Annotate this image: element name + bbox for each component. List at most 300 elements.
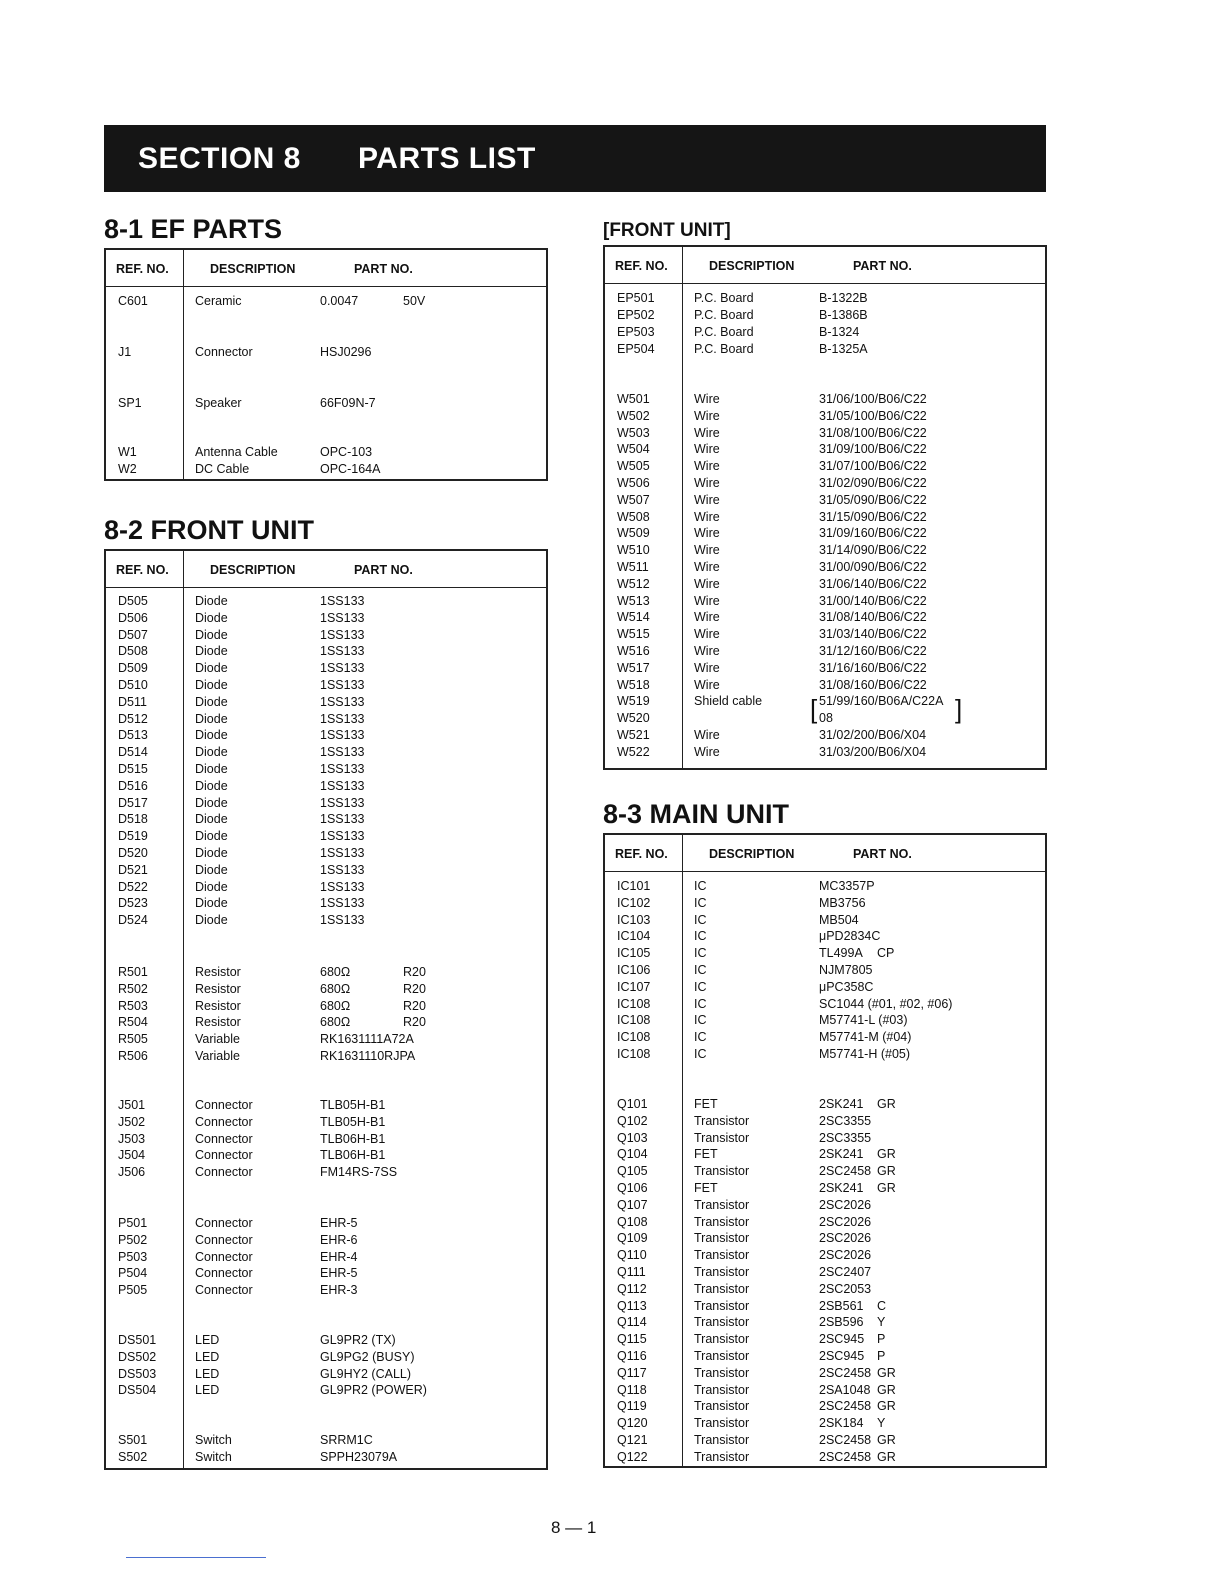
- part-no: 680Ω: [320, 981, 351, 996]
- header-part-no: PART NO.: [354, 563, 413, 577]
- part-suffix: Y: [877, 1416, 886, 1431]
- part-no: EHR-5: [320, 1216, 358, 1230]
- description: Diode: [195, 829, 228, 844]
- description: Diode: [195, 661, 228, 676]
- table-row: [605, 1046, 1045, 1063]
- table-row: [106, 444, 546, 461]
- ref-no: DS503: [118, 1366, 157, 1381]
- part-no: 2SC945: [819, 1349, 865, 1363]
- table-row: [106, 1114, 546, 1131]
- part-no: MB3756: [819, 895, 866, 910]
- description: P.C. Board: [694, 307, 754, 322]
- description: Transistor: [694, 1449, 750, 1464]
- table-row: [106, 1232, 546, 1249]
- ref-no: W518: [617, 677, 650, 692]
- ref-no: Q103: [617, 1130, 648, 1145]
- ref-no: Q112: [617, 1281, 647, 1296]
- table-row: [106, 912, 546, 929]
- ref-no: EP502: [617, 307, 655, 322]
- main-unit-table: [603, 833, 1047, 1468]
- ref-no: W512: [617, 576, 650, 591]
- table-row: [605, 341, 1045, 358]
- section-title: PARTS LIST: [358, 142, 536, 175]
- part-no: 1SS133: [320, 627, 365, 642]
- description: Diode: [195, 745, 228, 760]
- ref-no: R502: [118, 981, 148, 996]
- table-row: [106, 1097, 546, 1114]
- description: Antenna Cable: [195, 445, 278, 459]
- part-no: 1SS133: [320, 778, 365, 793]
- ref-no: D505: [118, 594, 148, 608]
- part-no: 2SC2053: [819, 1281, 872, 1296]
- table-row: [106, 1332, 546, 1349]
- ref-no: Q104: [617, 1147, 648, 1162]
- part-suffix: GR: [877, 1449, 896, 1464]
- ref-no: Q118: [617, 1382, 647, 1397]
- table-row: [605, 1230, 1045, 1247]
- description: P.C. Board: [694, 291, 754, 305]
- table-row: [605, 1449, 1045, 1466]
- description: IC: [694, 963, 707, 977]
- part-no: SPPH23079A: [320, 1450, 398, 1464]
- part-no: 1SS133: [320, 644, 365, 659]
- ref-no: W520: [617, 711, 650, 726]
- description: Diode: [195, 913, 228, 928]
- description: Wire: [694, 644, 720, 658]
- table-row: [605, 727, 1045, 744]
- description: Diode: [195, 778, 228, 793]
- table-row: [106, 727, 546, 744]
- part-no: μPC358C: [819, 979, 874, 994]
- ref-no: J504: [118, 1148, 146, 1163]
- description: Variable: [195, 1032, 240, 1047]
- description: Transistor: [694, 1298, 750, 1313]
- description: Variable: [195, 1049, 240, 1063]
- part-no: 1SS133: [320, 728, 365, 743]
- description: IC: [694, 929, 707, 944]
- part-no: SC1044 (#01, #02, #06): [819, 996, 953, 1011]
- part-suffix: R20: [403, 965, 426, 979]
- part-no: 31/02/090/B06/C22: [819, 476, 927, 490]
- ref-no: W511: [617, 560, 649, 574]
- description: Diode: [195, 862, 228, 877]
- ref-no: EP504: [617, 341, 655, 356]
- part-no: 1SS133: [320, 812, 365, 827]
- table-row: [106, 1366, 546, 1383]
- part-no: 2SC3355: [819, 1130, 872, 1145]
- description: Diode: [195, 795, 228, 810]
- table-row: [106, 845, 546, 862]
- header-part-no: PART NO.: [853, 847, 912, 861]
- part-suffix: R20: [403, 1015, 426, 1030]
- ref-no: Q106: [617, 1181, 648, 1195]
- table-row: [605, 895, 1045, 912]
- description: Wire: [694, 408, 720, 423]
- part-no: GL9HY2 (CALL): [320, 1366, 412, 1381]
- table-row: [106, 1014, 546, 1031]
- table-row: [106, 344, 546, 361]
- ref-no: W504: [617, 442, 650, 457]
- part-no: 1SS133: [320, 594, 365, 608]
- ref-no: D516: [118, 778, 148, 793]
- table-row: [605, 1281, 1045, 1298]
- ref-no: W503: [617, 425, 650, 440]
- description: Connector: [195, 1114, 253, 1129]
- part-suffix: P: [877, 1349, 886, 1363]
- part-no: 1SS133: [320, 610, 365, 625]
- part-no: 2SC945: [819, 1332, 865, 1347]
- description: Wire: [694, 459, 720, 474]
- bracket-right: ]: [955, 694, 963, 724]
- ref-no: Q113: [617, 1298, 647, 1313]
- part-no: 31/05/100/B06/C22: [819, 408, 927, 423]
- part-no: 31/12/160/B06/C22: [819, 644, 927, 658]
- table-row: [605, 290, 1045, 307]
- ref-no: IC104: [617, 929, 651, 944]
- part-no: GL9PR2 (TX): [320, 1333, 396, 1347]
- part-no: 31/03/200/B06/X04: [819, 744, 927, 759]
- table-row: [106, 711, 546, 728]
- description: IC: [694, 946, 707, 961]
- part-no: B-1386B: [819, 307, 868, 322]
- description: Diode: [195, 879, 228, 894]
- table-row: [106, 1031, 546, 1048]
- table-row: [106, 1382, 546, 1399]
- ref-no: Q108: [617, 1214, 648, 1229]
- header-divider: [605, 871, 1045, 872]
- description: Transistor: [694, 1281, 750, 1296]
- ref-no: IC106: [617, 963, 651, 977]
- ref-no: W514: [617, 610, 650, 625]
- ref-no: W1: [118, 445, 137, 459]
- ref-no: W515: [617, 627, 650, 642]
- ref-no: D514: [118, 745, 148, 760]
- ref-no: S502: [118, 1450, 148, 1464]
- part-suffix: GR: [877, 1399, 896, 1414]
- description: Diode: [195, 711, 228, 726]
- header-divider: [106, 286, 546, 287]
- part-no: 2SK241: [819, 1147, 864, 1162]
- table-row: [605, 509, 1045, 526]
- table-row: [605, 593, 1045, 610]
- ref-no: Q121: [617, 1433, 648, 1447]
- part-no: NJM7805: [819, 963, 873, 977]
- part-no: 31/02/200/B06/X04: [819, 728, 927, 742]
- part-no: 1SS133: [320, 879, 365, 894]
- part-suffix: R20: [403, 998, 426, 1013]
- table-row: [605, 1113, 1045, 1130]
- table-row: [605, 979, 1045, 996]
- part-no: 66F09N-7: [320, 396, 376, 410]
- description: Connector: [195, 1216, 253, 1230]
- ref-no: Q119: [617, 1399, 647, 1414]
- table-row: [605, 391, 1045, 408]
- part-no: M57741-M (#04): [819, 1030, 912, 1045]
- table-row: [106, 677, 546, 694]
- ref-no: DS501: [118, 1333, 157, 1347]
- ref-no: D512: [118, 711, 148, 726]
- description: IC: [694, 895, 707, 910]
- description: Transistor: [694, 1399, 750, 1414]
- ref-no: IC102: [617, 895, 651, 910]
- front-unit-bracket-table: [603, 245, 1047, 770]
- description: Wire: [694, 677, 720, 692]
- table-row: [106, 811, 546, 828]
- table-row: [106, 795, 546, 812]
- table-row: [106, 1164, 546, 1181]
- description: Switch: [195, 1433, 232, 1447]
- description: FET: [694, 1181, 718, 1195]
- table-row: [106, 395, 546, 412]
- part-no: MC3357P: [819, 879, 875, 893]
- ref-no: W519: [617, 694, 650, 709]
- table-row: [605, 542, 1045, 559]
- table-row: [605, 1130, 1045, 1147]
- table-row: [106, 1265, 546, 1282]
- ref-no: IC108: [617, 1030, 651, 1045]
- ref-no: Q122: [617, 1449, 648, 1464]
- header-ref-no: REF. NO.: [116, 262, 169, 276]
- part-suffix: Y: [877, 1315, 886, 1330]
- part-no: 2SK184: [819, 1416, 864, 1431]
- ref-no: W509: [617, 526, 650, 541]
- table-row: [605, 693, 1045, 710]
- part-suffix: GR: [877, 1181, 896, 1195]
- description: P.C. Board: [694, 324, 754, 339]
- ref-no: J503: [118, 1131, 146, 1146]
- table-row: [605, 1012, 1045, 1029]
- ref-no: Q115: [617, 1332, 647, 1347]
- ref-no: D517: [118, 795, 148, 810]
- part-no: 31/09/160/B06/C22: [819, 526, 927, 541]
- ref-no: D524: [118, 913, 148, 928]
- description: Transistor: [694, 1248, 750, 1263]
- ref-no: D513: [118, 728, 148, 743]
- part-no: RK1631111A72A: [320, 1032, 414, 1047]
- ref-no: J501: [118, 1098, 146, 1112]
- description: Wire: [694, 728, 720, 742]
- table-row: [605, 660, 1045, 677]
- ref-no: W501: [617, 392, 650, 406]
- table-row: [106, 293, 546, 310]
- part-no: 31/08/160/B06/C22: [819, 677, 927, 692]
- part-no: 51/99/160/B06A/C22A: [819, 694, 944, 709]
- ref-no: D509: [118, 661, 148, 676]
- ref-no: D519: [118, 829, 148, 844]
- part-no: 2SK241: [819, 1097, 864, 1111]
- table-row: [605, 1029, 1045, 1046]
- table-row: [605, 1247, 1045, 1264]
- ref-no: D523: [118, 896, 148, 911]
- part-no: 31/00/140/B06/C22: [819, 593, 927, 608]
- part-no: 31/05/090/B06/C22: [819, 492, 927, 507]
- part-no: 1SS133: [320, 711, 365, 726]
- header-description: DESCRIPTION: [709, 847, 795, 861]
- part-no: 2SC2458: [819, 1399, 872, 1414]
- description: Speaker: [195, 396, 242, 410]
- header-divider: [106, 587, 546, 588]
- description: LED: [195, 1383, 220, 1398]
- description: Diode: [195, 627, 228, 642]
- part-no: 31/09/100/B06/C22: [819, 442, 927, 457]
- description: IC: [694, 996, 707, 1011]
- part-no: B-1322B: [819, 291, 868, 305]
- ref-no: D522: [118, 879, 148, 894]
- ref-no: P501: [118, 1216, 148, 1230]
- ref-no: DS504: [118, 1383, 157, 1398]
- part-no: 31/00/090/B06/C22: [819, 560, 927, 574]
- front-unit-bracket-heading: [FRONT UNIT]: [603, 220, 731, 241]
- ref-no: D520: [118, 846, 148, 860]
- ref-no: Q102: [617, 1113, 648, 1128]
- part-no: 2SC2026: [819, 1197, 872, 1212]
- ref-no: W513: [617, 593, 650, 608]
- description: Transistor: [694, 1365, 750, 1380]
- bracket-left: [: [810, 694, 818, 724]
- description: IC: [694, 879, 707, 893]
- ref-no: R501: [118, 965, 148, 979]
- ref-no: W506: [617, 476, 650, 490]
- part-no: 1SS133: [320, 661, 365, 676]
- description: Connector: [195, 1131, 253, 1146]
- description: Resistor: [195, 981, 241, 996]
- ef-parts-heading: 8-1 EF PARTS: [104, 214, 283, 244]
- description: Wire: [694, 610, 720, 625]
- description: Diode: [195, 644, 228, 659]
- description: Wire: [694, 593, 720, 608]
- description: DC Cable: [195, 462, 250, 476]
- ref-no: EP501: [617, 291, 655, 305]
- part-suffix: CP: [877, 946, 895, 961]
- front-unit-heading: 8-2 FRONT UNIT: [104, 515, 315, 545]
- table-row: [605, 1365, 1045, 1382]
- part-no: 2SC2026: [819, 1231, 872, 1246]
- footer-link-line: [126, 1557, 266, 1558]
- description: Diode: [195, 610, 228, 625]
- part-no: 680Ω: [320, 965, 351, 979]
- table-row: [605, 1415, 1045, 1432]
- ref-no: IC103: [617, 912, 651, 927]
- part-no: FM14RS-7SS: [320, 1165, 398, 1180]
- description: Transistor: [694, 1164, 750, 1179]
- table-row: [605, 996, 1045, 1013]
- description: Wire: [694, 442, 720, 457]
- description: Transistor: [694, 1315, 750, 1330]
- part-suffix: GR: [877, 1365, 896, 1380]
- description: Diode: [195, 678, 228, 692]
- description: Connector: [195, 1098, 253, 1112]
- table-row: [605, 1331, 1045, 1348]
- part-no: TLB05H-B1: [320, 1098, 386, 1112]
- description: LED: [195, 1349, 220, 1364]
- ref-no: IC107: [617, 979, 651, 994]
- description: Transistor: [694, 1113, 750, 1128]
- ref-no: Q105: [617, 1164, 648, 1179]
- part-no: 2SB596: [819, 1315, 864, 1330]
- part-no: SRRM1C: [320, 1433, 373, 1447]
- part-no: 0.0047: [320, 294, 359, 308]
- table-row: [605, 1382, 1045, 1399]
- ref-no: C601: [118, 294, 148, 308]
- ref-no: D511: [118, 694, 147, 709]
- front-unit-table: [104, 549, 548, 1470]
- table-row: [106, 828, 546, 845]
- description: IC: [694, 979, 707, 994]
- part-no: EHR-5: [320, 1266, 358, 1281]
- ref-no: Q114: [617, 1315, 647, 1330]
- header-description: DESCRIPTION: [709, 259, 795, 273]
- table-row: [605, 576, 1045, 593]
- description: Transistor: [694, 1332, 750, 1347]
- part-no: GL9PG2 (BUSY): [320, 1349, 415, 1364]
- description: Transistor: [694, 1349, 750, 1363]
- description: Resistor: [195, 1015, 241, 1030]
- description: Diode: [195, 762, 228, 776]
- table-row: [106, 627, 546, 644]
- ref-no: P502: [118, 1232, 148, 1247]
- part-no: 1SS133: [320, 846, 365, 860]
- part-no: 31/08/140/B06/C22: [819, 610, 927, 625]
- header-ref-no: REF. NO.: [615, 847, 668, 861]
- part-no: 680Ω: [320, 1015, 351, 1030]
- description: FET: [694, 1147, 718, 1162]
- part-no: 08: [819, 711, 833, 726]
- description: Transistor: [694, 1382, 750, 1397]
- part-suffix: P: [877, 1332, 886, 1347]
- table-row: [605, 492, 1045, 509]
- table-row: [106, 660, 546, 677]
- description: IC: [694, 912, 707, 927]
- table-row: [106, 1131, 546, 1148]
- table-row: [605, 307, 1045, 324]
- ref-no: W2: [118, 462, 137, 476]
- ref-no: D518: [118, 812, 148, 827]
- description: IC: [694, 1047, 707, 1061]
- part-no: B-1324: [819, 324, 860, 339]
- header-ref-no: REF. NO.: [615, 259, 668, 273]
- table-row: [605, 626, 1045, 643]
- ref-no: S501: [118, 1433, 148, 1447]
- part-no: TLB06H-B1: [320, 1148, 386, 1163]
- part-no: 2SC3355: [819, 1113, 872, 1128]
- description: Connector: [195, 1232, 253, 1247]
- ref-no: W505: [617, 459, 650, 474]
- part-no: 2SC2407: [819, 1265, 872, 1279]
- table-row: [605, 609, 1045, 626]
- description: Transistor: [694, 1416, 750, 1431]
- table-row: [605, 1146, 1045, 1163]
- ref-no: D515: [118, 762, 148, 776]
- part-no: 31/14/090/B06/C22: [819, 543, 927, 558]
- header-divider: [605, 283, 1045, 284]
- ref-no: IC108: [617, 996, 651, 1011]
- ref-no: P503: [118, 1249, 148, 1264]
- description: Diode: [195, 812, 228, 827]
- part-no: 2SC2458: [819, 1449, 872, 1464]
- part-suffix: GR: [877, 1097, 896, 1111]
- table-row: [106, 1282, 546, 1299]
- part-suffix: GR: [877, 1433, 896, 1447]
- part-no: MB504: [819, 912, 859, 927]
- description: Resistor: [195, 998, 241, 1013]
- part-no: 1SS133: [320, 795, 365, 810]
- description: Switch: [195, 1450, 232, 1464]
- table-row: [605, 324, 1045, 341]
- part-no: 1SS133: [320, 829, 365, 844]
- description: Connector: [195, 1266, 253, 1281]
- part-no: 2SC2458: [819, 1365, 872, 1380]
- ref-no: D521: [118, 862, 148, 877]
